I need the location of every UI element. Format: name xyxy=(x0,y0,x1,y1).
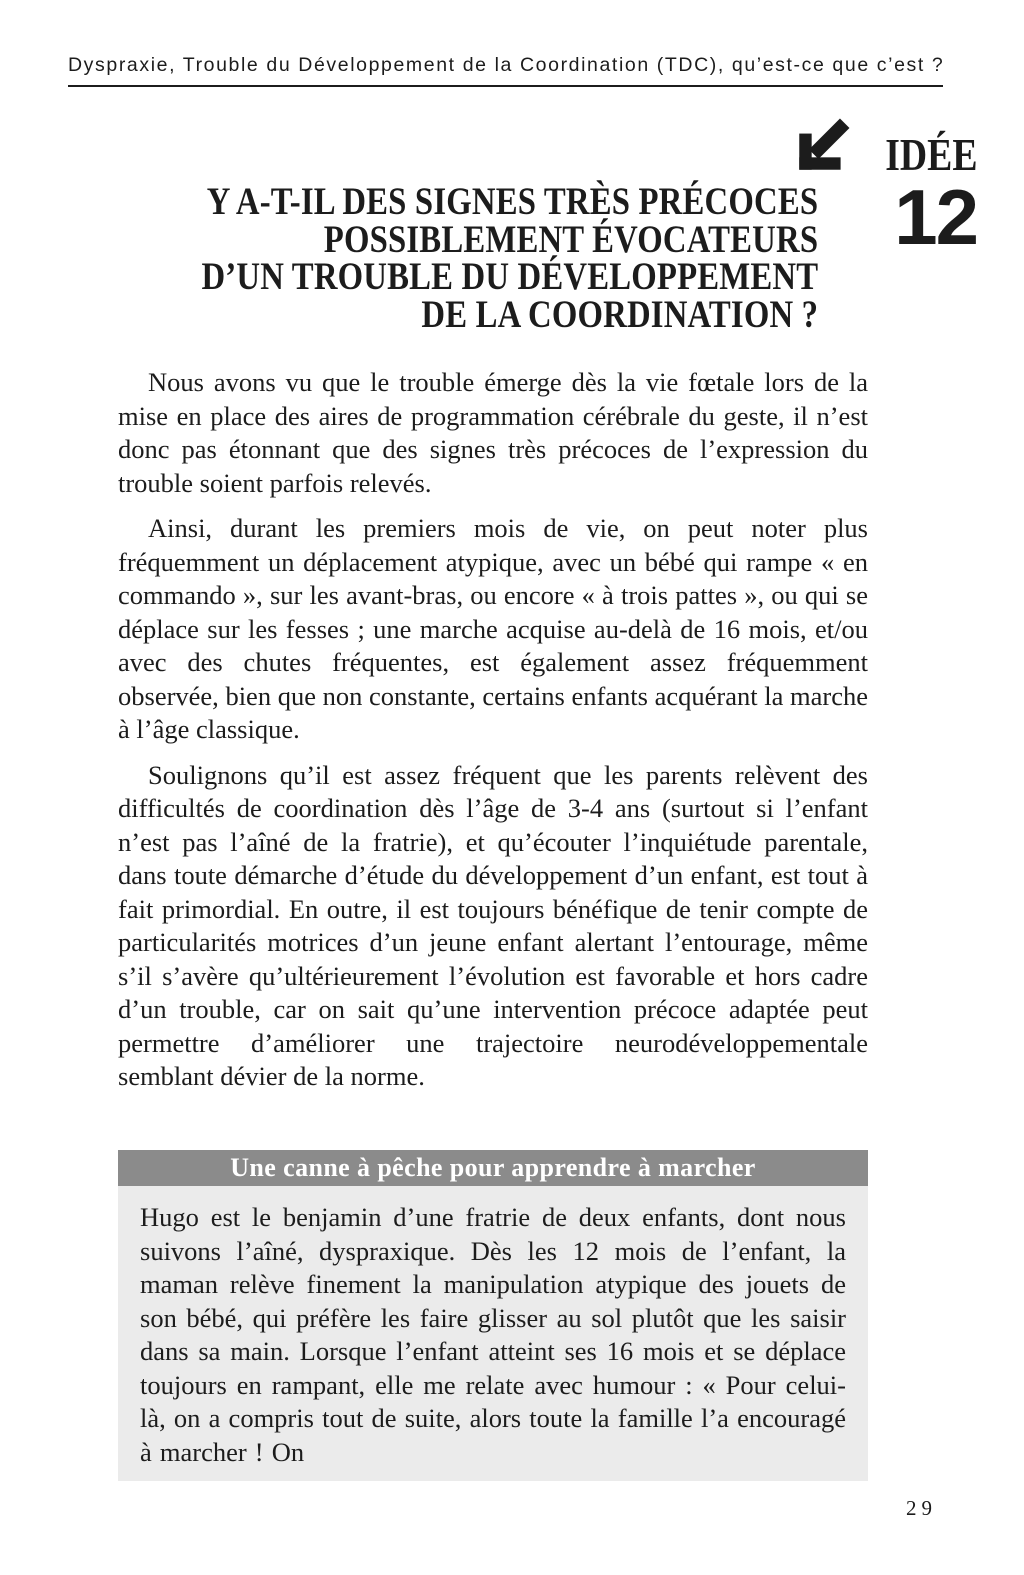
case-study-box xyxy=(118,1150,868,1481)
chapter-title-line-3: D’UN TROUBLE DU DÉVELOPPEMENT xyxy=(201,255,818,298)
running-header xyxy=(68,54,943,87)
paragraph-1: Nous avons vu que le trouble émerge dès la vie fœtale lors de la mise en place des aires de programmation cérébrale du geste, il n’est donc pas étonnant que des signes très précoces de l’expression du trouble soient parfois relevés. xyxy=(118,367,868,498)
chapter-title-line-4: DE LA COORDINATION ? xyxy=(421,292,818,336)
case-box-title: Une canne à pêche pour apprendre à marcher xyxy=(118,1150,868,1186)
idea-badge xyxy=(791,118,977,261)
chapter-title xyxy=(201,180,818,336)
page-number: 29 xyxy=(906,1496,937,1520)
running-header-text: Dyspraxie, Trouble du Développement de la Coordination (TDC), qu’est-ce que c’est ? xyxy=(68,54,945,76)
paragraph-2: Ainsi, durant les premiers mois de vie, on peut noter plus fréquemment un déplacement atypique, avec un bébé qui rampe « en commando », sur les avant-bras, ou encore « à trois pattes », ou qui se déplace sur les fesses ; une marche acquise au-delà de 16 mois, et/ou avec des chutes fréquentes, est également assez fréquemment observée, bien que non constante, certains enfants acquérant la marche à l’âge classique. xyxy=(118,513,868,744)
idea-number: 12 xyxy=(894,173,977,261)
case-box-text: Hugo est le benjamin d’une fratrie de deux enfants, dont nous suivons l’aîné, dyspraxique. Dès les 12 mois de l’enfant, la maman relève finement la manipulation atypique des jouets de son bébé, qui préfère les faire glisser au sol plutôt que les saisir dans sa main. Lorsque l’enfant atteint ses 16 mois et se déplace toujours en rampant, elle me relate avec humour : « Pour celui-là, on a compris tout de suite, alors toute la famille l’a encouragé à marcher ! On xyxy=(118,1186,868,1481)
arrow-down-left-icon xyxy=(791,118,853,176)
idea-label: IDÉE xyxy=(884,128,977,180)
idea-badge-row xyxy=(791,118,977,180)
chapter-title-line-1: Y A-T-IL DES SIGNES TRÈS PRÉCOCES xyxy=(206,180,818,223)
chapter-title-line-2: POSSIBLEMENT ÉVOCATEURS xyxy=(323,217,818,261)
body-text xyxy=(118,366,868,1106)
paragraph-3: Soulignons qu’il est assez fréquent que les parents relèvent des difficultés de coordination dès l’âge de 3-4 ans (surtout si l’enfant n’est pas l’aîné de la fratrie), et qu’écouter l’inquiétude parentale, dans toute démarche d’étude du développement d’un enfant, est tout à fait primordial. En outre, il est toujours bénéfique de tenir compte de particularités motrices d’un jeune enfant alertant l’entourage, même s’il s’avère qu’ultérieurement l’évolution est favorable et hors cadre d’un trouble, car on sait qu’une intervention précoce adaptée peut permettre d’améliorer une trajectoire neurodéveloppementale semblant dévier de la norme. xyxy=(118,759,868,1091)
